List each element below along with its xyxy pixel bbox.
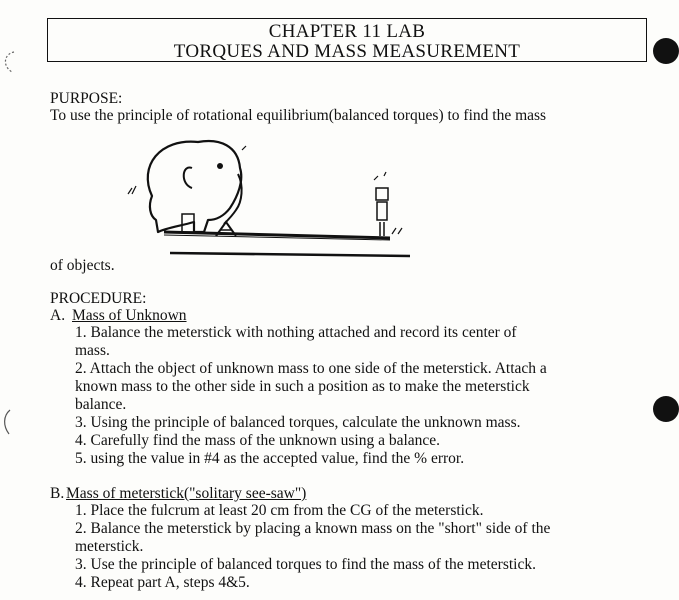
list-item: 3. Use the principle of balanced torques to find the mass of the meterstick. xyxy=(75,556,536,573)
scan-mark-top-left xyxy=(0,48,20,78)
part-b-letter: B. xyxy=(50,485,65,502)
part-b-title: Mass of meterstick("solitary see-saw") xyxy=(66,485,307,502)
purpose-text-continued: of objects. xyxy=(50,257,115,274)
list-item: 1. Balance the meterstick with nothing attached and record its center of xyxy=(75,324,517,341)
list-item: 2. Balance the meterstick by placing a known mass on the "short" side of the xyxy=(75,520,551,537)
list-item: 4. Repeat part A, steps 4&5. xyxy=(75,574,250,591)
lab-title: TORQUES AND MASS MEASUREMENT xyxy=(173,41,521,62)
list-item: 5. using the value in #4 as the accepted value, find the % error. xyxy=(75,450,465,467)
list-item: 1. Place the fulcrum at least 20 cm from the CG of the meterstick. xyxy=(75,502,484,519)
chapter-title: CHAPTER 11 LAB xyxy=(268,21,426,42)
list-item: 2. Attach the object of unknown mass to one side of the meterstick. Attach a xyxy=(75,360,547,377)
procedure-heading: PROCEDURE: xyxy=(50,290,147,307)
purpose-text: To use the principle of rotational equilibrium(balanced torques) to find the mass xyxy=(50,107,547,124)
part-a-letter: A. xyxy=(50,307,66,324)
punch-hole-top xyxy=(653,38,679,64)
list-item: balance. xyxy=(75,396,127,413)
scan-mark-left xyxy=(0,408,14,438)
list-item: 3. Using the principle of balanced torques, calculate the unknown mass. xyxy=(75,414,521,431)
list-item: 4. Carefully find the mass of the unknown using a balance. xyxy=(75,432,441,449)
part-a-steps xyxy=(75,324,547,468)
list-item: known mass to the other side in such a position as to make the meterstick xyxy=(75,378,530,395)
purpose-heading: PURPOSE: xyxy=(50,90,123,107)
part-b-steps xyxy=(75,502,550,592)
elephant-seesaw-illustration xyxy=(120,136,420,271)
part-a-title: Mass of Unknown xyxy=(72,307,187,324)
chapter-title-box xyxy=(47,18,647,62)
list-item: mass. xyxy=(75,342,110,359)
list-item: meterstick. xyxy=(75,538,144,555)
punch-hole-middle xyxy=(653,396,679,422)
